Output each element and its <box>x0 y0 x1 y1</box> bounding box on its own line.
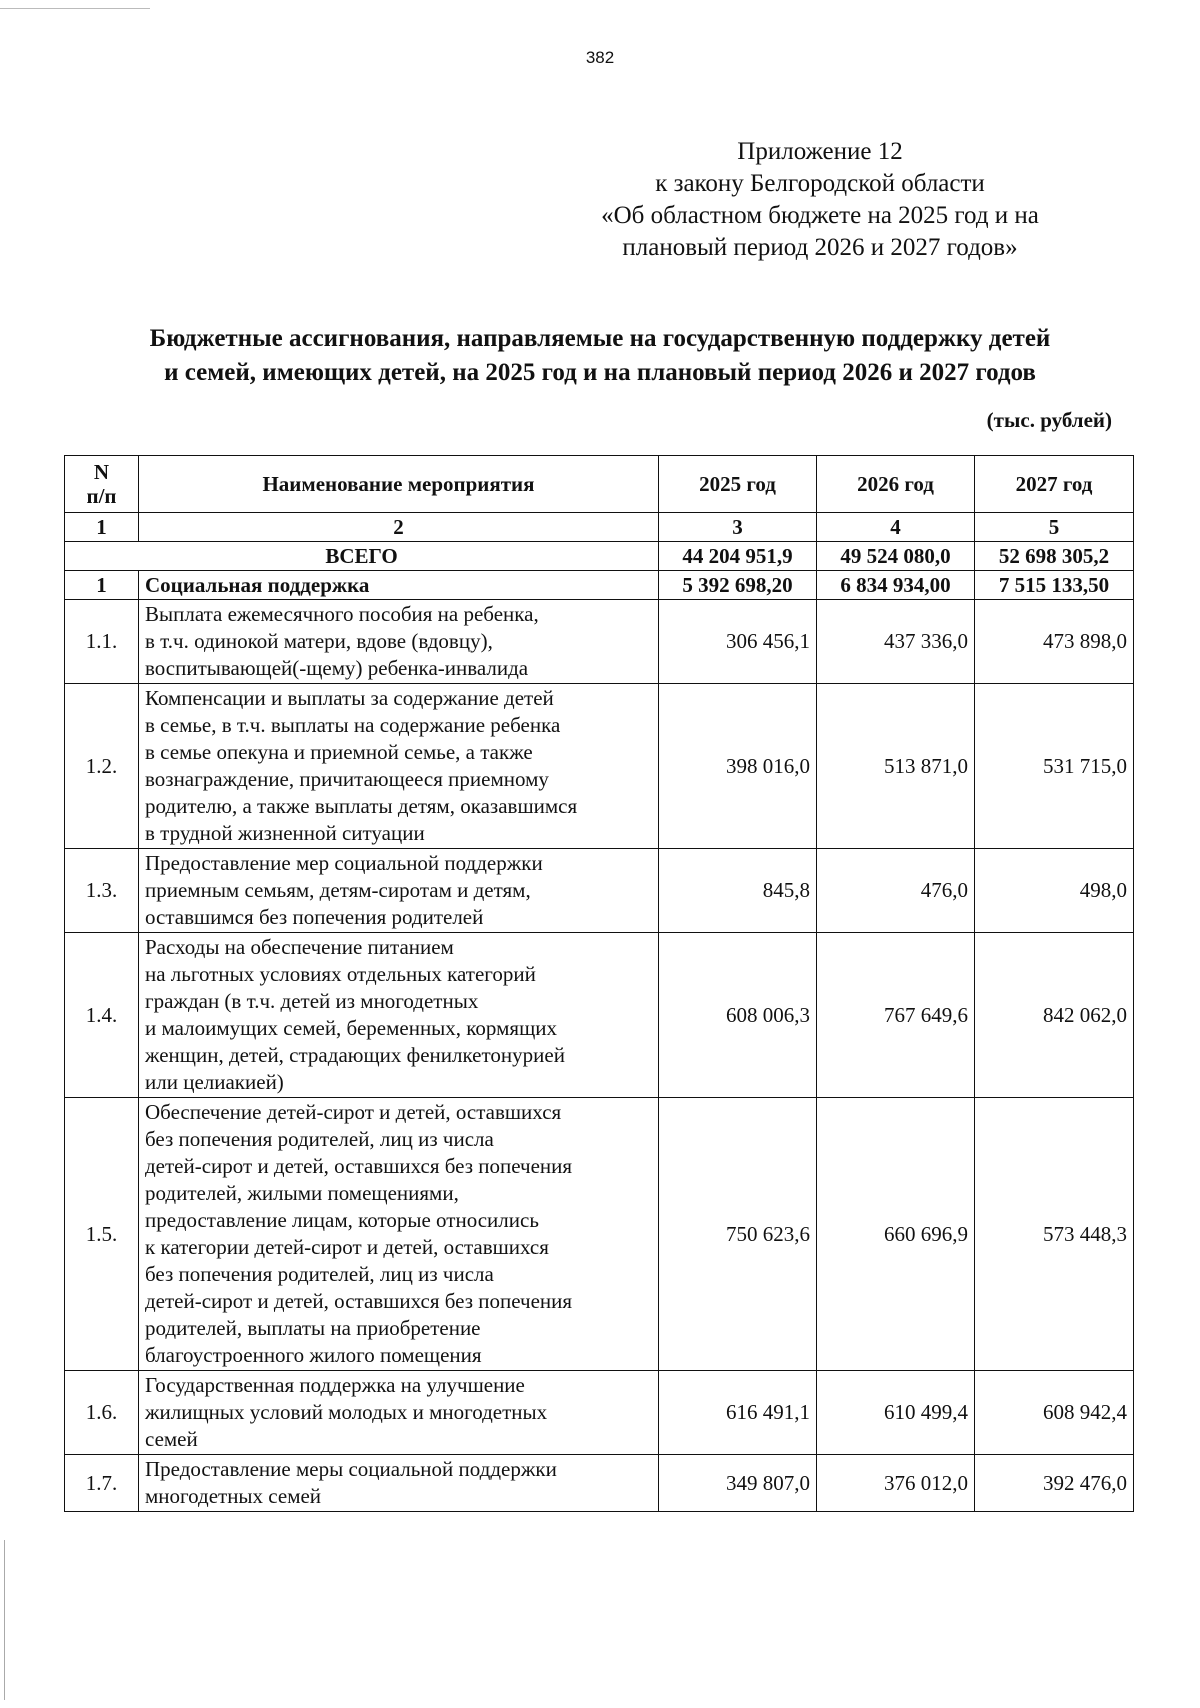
row-name-line: оставшимся без попечения родителей <box>145 905 484 929</box>
row-name-line: граждан (в т.ч. детей из многодетных <box>145 989 479 1013</box>
total-row <box>65 542 1134 571</box>
row-name-line: многодетных семей <box>145 1484 322 1508</box>
row-name-line: родителей, выплаты на приобретение <box>145 1316 481 1340</box>
row-2027: 573 448,3 <box>975 1098 1134 1371</box>
row-name-line: в т.ч. одинокой матери, вдове (вдовцу), <box>145 629 493 653</box>
annex-line: Приложение 12 <box>737 138 903 165</box>
row-name-line: благоустроенного жилого помещения <box>145 1343 482 1367</box>
table-row <box>65 1455 1134 1512</box>
document-title <box>60 322 1140 390</box>
column-number: 1 <box>65 513 139 542</box>
row-name-line: Выплата ежемесячного пособия на ребенка, <box>145 602 539 626</box>
row-2027: 392 476,0 <box>975 1455 1134 1512</box>
row-name <box>139 849 659 933</box>
section-row <box>65 571 1134 600</box>
row-name <box>139 1098 659 1371</box>
row-name <box>139 933 659 1098</box>
table-row <box>65 849 1134 933</box>
table-row <box>65 1098 1134 1371</box>
section-2027: 7 515 133,50 <box>975 571 1134 600</box>
row-name-line: Расходы на обеспечение питанием <box>145 935 454 959</box>
row-num: 1.1. <box>65 600 139 684</box>
row-name-line: Государственная поддержка на улучшение <box>145 1373 525 1397</box>
row-2027: 531 715,0 <box>975 684 1134 849</box>
row-name-line: или целиакией) <box>145 1070 284 1094</box>
row-2025: 349 807,0 <box>659 1455 817 1512</box>
column-number-row <box>65 513 1134 542</box>
row-name-line: детей-сирот и детей, оставшихся без попечения <box>145 1289 573 1313</box>
table-header-row <box>65 456 1134 513</box>
row-2027: 473 898,0 <box>975 600 1134 684</box>
row-name-line: в семье опекуна и приемной семье, а также <box>145 740 533 764</box>
header-2026: 2026 год <box>817 456 975 513</box>
column-number: 3 <box>659 513 817 542</box>
row-2026: 437 336,0 <box>817 600 975 684</box>
row-name-line: в трудной жизненной ситуации <box>145 821 425 845</box>
table-row <box>65 600 1134 684</box>
total-2027: 52 698 305,2 <box>975 542 1134 571</box>
row-num: 1.4. <box>65 933 139 1098</box>
header-num <box>65 456 139 513</box>
row-2025: 845,8 <box>659 849 817 933</box>
row-name-line: родителю, а также выплаты детям, оказавшимся <box>145 794 578 818</box>
row-num: 1.3. <box>65 849 139 933</box>
row-name-line: на льготных условиях отдельных категорий <box>145 962 536 986</box>
row-name-line: семей <box>145 1427 198 1451</box>
table-row <box>65 933 1134 1098</box>
row-2026: 476,0 <box>817 849 975 933</box>
row-2025: 306 456,1 <box>659 600 817 684</box>
section-2025: 5 392 698,20 <box>659 571 817 600</box>
row-name-line: Обеспечение детей-сирот и детей, оставшихся <box>145 1100 562 1124</box>
budget-table <box>64 455 1134 1512</box>
row-name-line: жилищных условий молодых и многодетных <box>145 1400 548 1424</box>
row-num: 1.6. <box>65 1371 139 1455</box>
row-num: 1.7. <box>65 1455 139 1512</box>
annex-header <box>540 136 1100 264</box>
row-2027: 842 062,0 <box>975 933 1134 1098</box>
row-num: 1.5. <box>65 1098 139 1371</box>
page-number: 382 <box>585 48 615 67</box>
row-name-line: женщин, детей, страдающих фенилкетонурией <box>145 1043 565 1067</box>
unit-label: (тыс. рублей) <box>986 408 1112 432</box>
row-2027: 608 942,4 <box>975 1371 1134 1455</box>
header-num-line: N <box>93 460 110 484</box>
row-name <box>139 600 659 684</box>
row-name <box>139 1455 659 1512</box>
row-name-line: без попечения родителей, лиц из числа <box>145 1262 494 1286</box>
row-name <box>139 684 659 849</box>
total-label: ВСЕГО <box>65 542 659 571</box>
row-name <box>139 1371 659 1455</box>
table-row <box>65 1371 1134 1455</box>
title-line: и семей, имеющих детей, на 2025 год и на плановый период 2026 и 2027 годов <box>164 359 1036 386</box>
scan-edge-mark <box>0 8 150 9</box>
row-2025: 616 491,1 <box>659 1371 817 1455</box>
total-2026: 49 524 080,0 <box>817 542 975 571</box>
row-name-line: вознаграждение, причитающееся приемному <box>145 767 549 791</box>
scan-margin-line <box>4 1540 5 1700</box>
header-name: Наименование мероприятия <box>139 456 659 513</box>
annex-line: плановый период 2026 и 2027 годов» <box>622 234 1018 261</box>
table-row <box>65 684 1134 849</box>
row-name-line: к категории детей-сирот и детей, оставшихся <box>145 1235 549 1259</box>
header-2025: 2025 год <box>659 456 817 513</box>
row-name-line: родителей, жилыми помещениями, <box>145 1181 459 1205</box>
row-name-line: и малоимущих семей, беременных, кормящих <box>145 1016 557 1040</box>
row-name-line: в семье, в т.ч. выплаты на содержание ребенка <box>145 713 561 737</box>
row-2025: 398 016,0 <box>659 684 817 849</box>
row-2025: 608 006,3 <box>659 933 817 1098</box>
column-number: 2 <box>139 513 659 542</box>
row-num: 1.2. <box>65 684 139 849</box>
section-name: Социальная поддержка <box>139 571 659 600</box>
column-number: 4 <box>817 513 975 542</box>
title-line: Бюджетные ассигнования, направляемые на государственную поддержку детей <box>149 325 1051 352</box>
row-2026: 767 649,6 <box>817 933 975 1098</box>
row-name-line: предоставление лицам, которые относились <box>145 1208 539 1232</box>
row-2027: 498,0 <box>975 849 1134 933</box>
row-name-line: воспитывающей(-щему) ребенка-инвалида <box>145 656 529 680</box>
row-2025: 750 623,6 <box>659 1098 817 1371</box>
section-num: 1 <box>65 571 139 600</box>
row-name-line: без попечения родителей, лиц из числа <box>145 1127 494 1151</box>
row-2026: 610 499,4 <box>817 1371 975 1455</box>
row-name-line: Компенсации и выплаты за содержание детей <box>145 686 554 710</box>
column-number: 5 <box>975 513 1134 542</box>
annex-line: «Об областном бюджете на 2025 год и на <box>601 202 1039 229</box>
row-2026: 376 012,0 <box>817 1455 975 1512</box>
row-name-line: детей-сирот и детей, оставшихся без попечения <box>145 1154 573 1178</box>
row-2026: 660 696,9 <box>817 1098 975 1371</box>
total-2025: 44 204 951,9 <box>659 542 817 571</box>
row-name-line: Предоставление мер социальной поддержки <box>145 851 543 875</box>
row-name-line: приемным семьям, детям-сиротам и детям, <box>145 878 531 902</box>
section-2026: 6 834 934,00 <box>817 571 975 600</box>
header-2027: 2027 год <box>975 456 1134 513</box>
row-name-line: Предоставление меры социальной поддержки <box>145 1457 557 1481</box>
annex-line: к закону Белгородской области <box>655 170 985 197</box>
header-num-line: п/п <box>86 484 117 508</box>
row-2026: 513 871,0 <box>817 684 975 849</box>
